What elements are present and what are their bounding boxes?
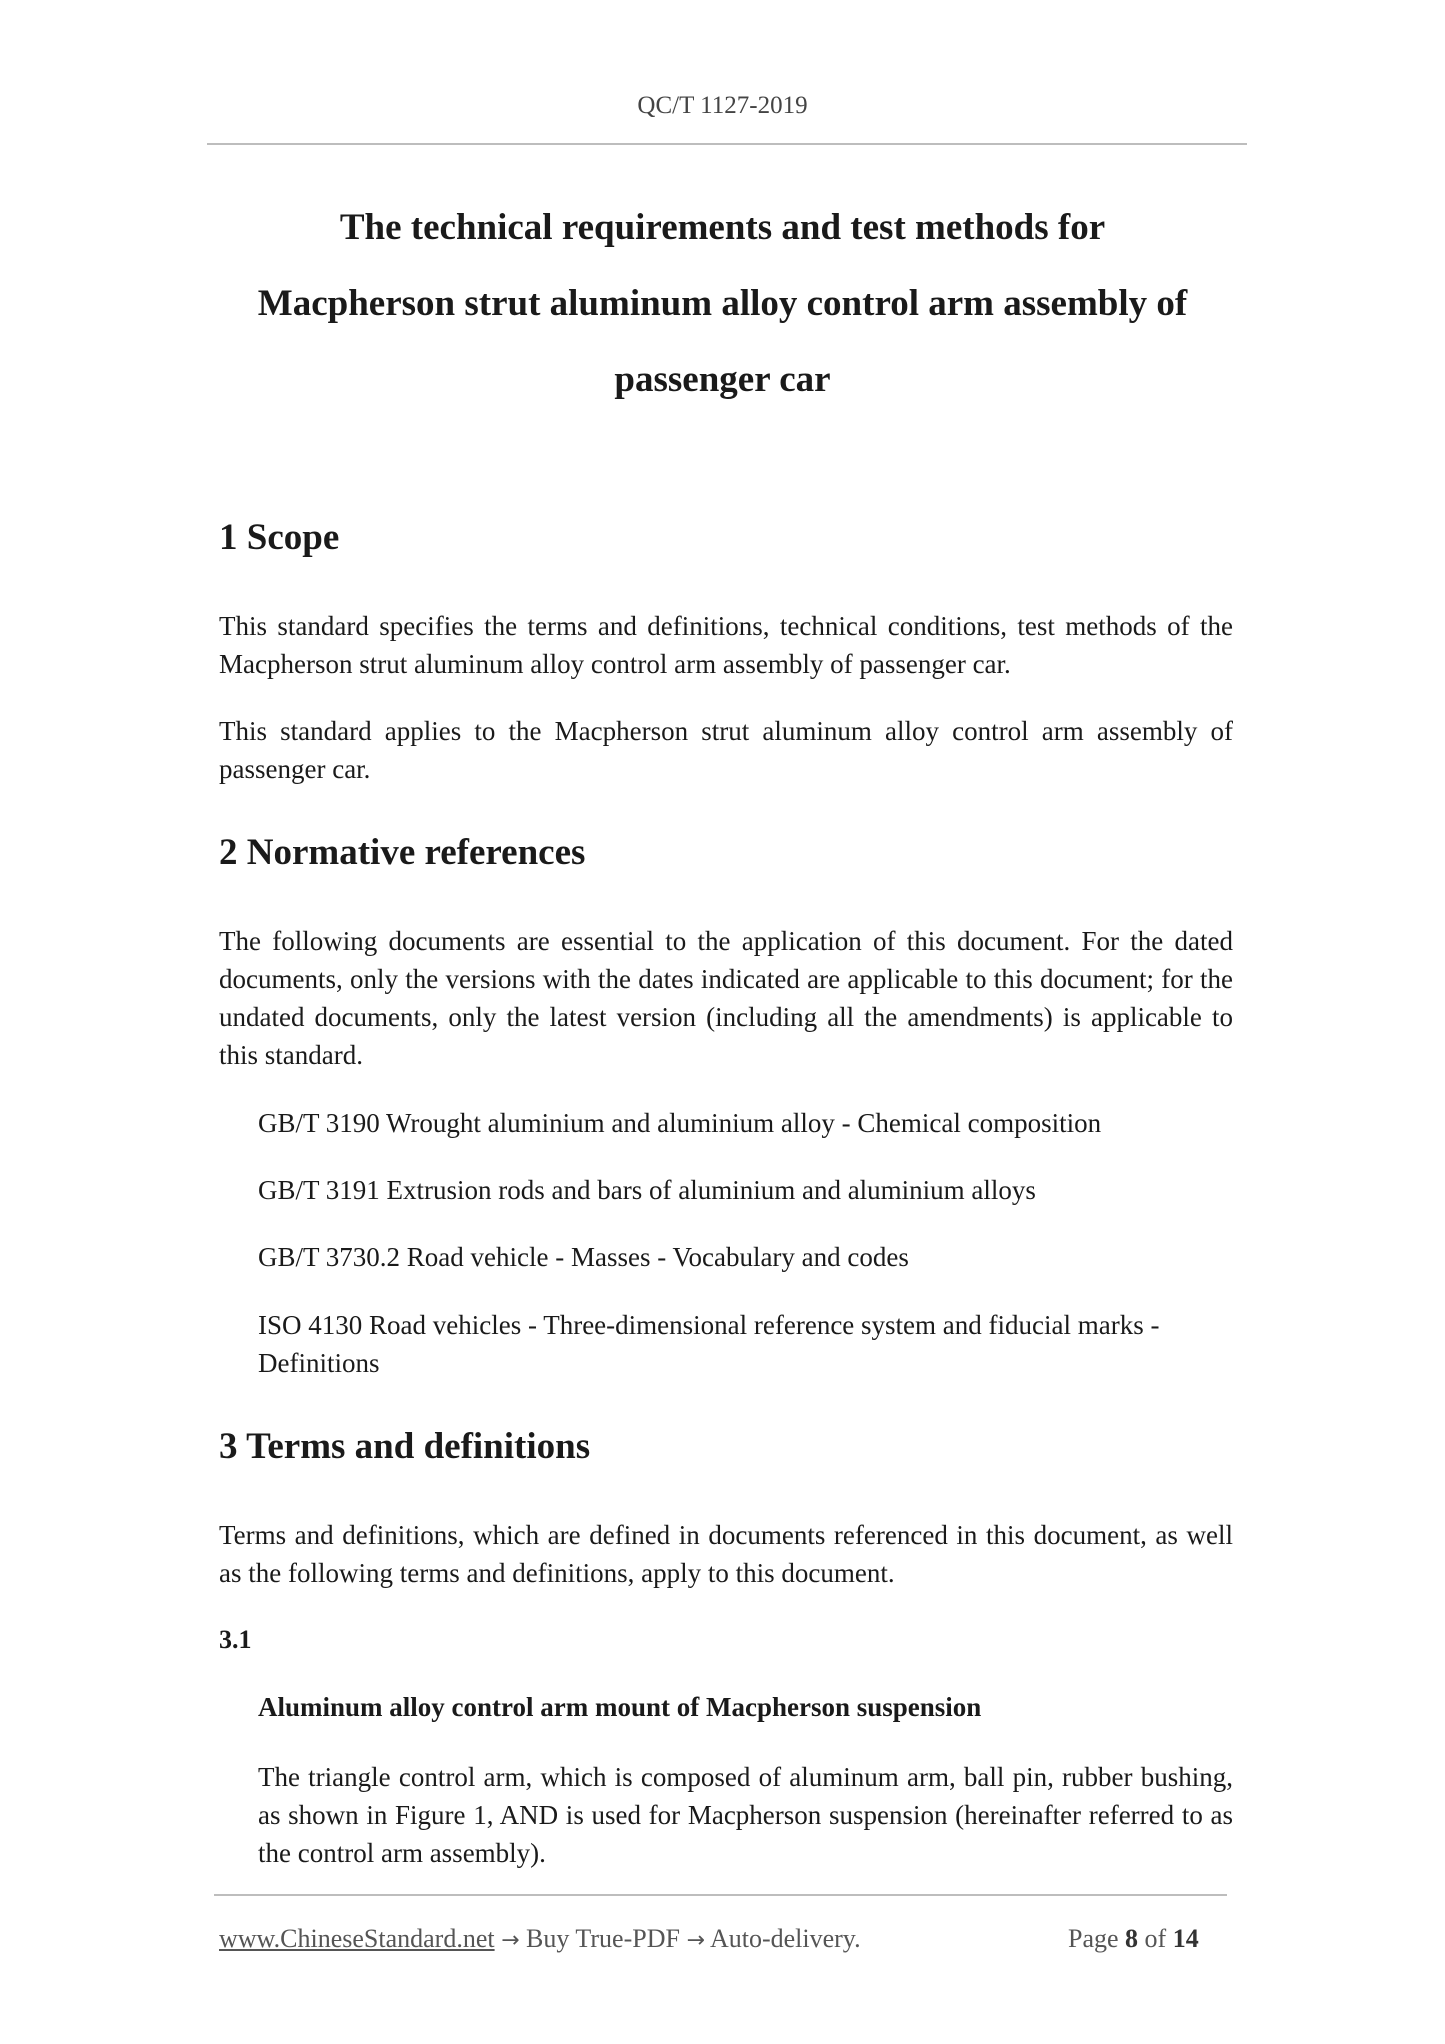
scope-paragraph-1: This standard specifies the terms and definitions, technical conditions, test methods of the Macpherson strut aluminum alloy control arm assembly of passenger car. bbox=[219, 611, 1233, 679]
of-label: of bbox=[1144, 1924, 1167, 1953]
section-heading-scope: 1 Scope bbox=[219, 517, 340, 558]
normative-paragraph: The following documents are essential to the application of this document. For the dated documents, only the versions with the dates indicated are applicable to this document; for the undated documents, only the latest version (including all the amendments) is applicable to this standard. bbox=[219, 926, 1233, 1070]
page-label: Page bbox=[1068, 1924, 1119, 1953]
footer-left bbox=[219, 1924, 861, 1954]
document-code-header: QC/T 1127-2019 bbox=[637, 92, 808, 119]
section-heading-terms-definitions: 3 Terms and definitions bbox=[219, 1426, 591, 1467]
scope-paragraph-2: This standard applies to the Macpherson strut aluminum alloy control arm assembly of passenger car. bbox=[219, 716, 1233, 784]
reference-item: GB/T 3191 Extrusion rods and bars of aluminium and aluminium alloys bbox=[258, 1175, 1036, 1205]
title-line-2: Macpherson strut aluminum alloy control arm assembly of bbox=[257, 283, 1188, 324]
auto-delivery-text: Auto-delivery. bbox=[709, 1924, 861, 1953]
reference-item: ISO 4130 Road vehicles - Three-dimensional reference system and fiducial marks - Definitions bbox=[258, 1310, 1160, 1378]
website-link[interactable]: www.ChineseStandard.net bbox=[219, 1924, 495, 1953]
current-page-number: 8 bbox=[1125, 1924, 1139, 1953]
terms-paragraph: Terms and definitions, which are defined in documents referenced in this document, as well as the following terms and definitions, apply to this document. bbox=[219, 1520, 1233, 1588]
arrow-right-icon: → bbox=[686, 1928, 705, 1953]
buy-true-pdf-text: Buy True-PDF bbox=[526, 1924, 680, 1953]
document-title bbox=[180, 190, 1265, 418]
title-line-1: The technical requirements and test methods for bbox=[339, 207, 1106, 248]
title-line-3: passenger car bbox=[614, 359, 831, 400]
page-indicator bbox=[1068, 1924, 1199, 1954]
section-heading-normative-references: 2 Normative references bbox=[219, 832, 586, 873]
term-definition: The triangle control arm, which is composed of aluminum arm, ball pin, rubber bushing, as shown in Figure 1, AND is used for Macpherson suspension (hereinafter referred to as the control arm assembly). bbox=[258, 1762, 1233, 1868]
arrow-right-icon: → bbox=[501, 1928, 520, 1953]
reference-item: GB/T 3190 Wrought aluminium and aluminium alloy - Chemical composition bbox=[258, 1108, 1102, 1138]
header-rule bbox=[207, 143, 1247, 145]
reference-item: GB/T 3730.2 Road vehicle - Masses - Vocabulary and codes bbox=[258, 1242, 909, 1272]
term-title: Aluminum alloy control arm mount of Macpherson suspension bbox=[258, 1692, 982, 1722]
total-pages-number: 14 bbox=[1172, 1924, 1199, 1953]
term-number: 3.1 bbox=[219, 1625, 252, 1654]
footer-rule bbox=[214, 1894, 1227, 1896]
